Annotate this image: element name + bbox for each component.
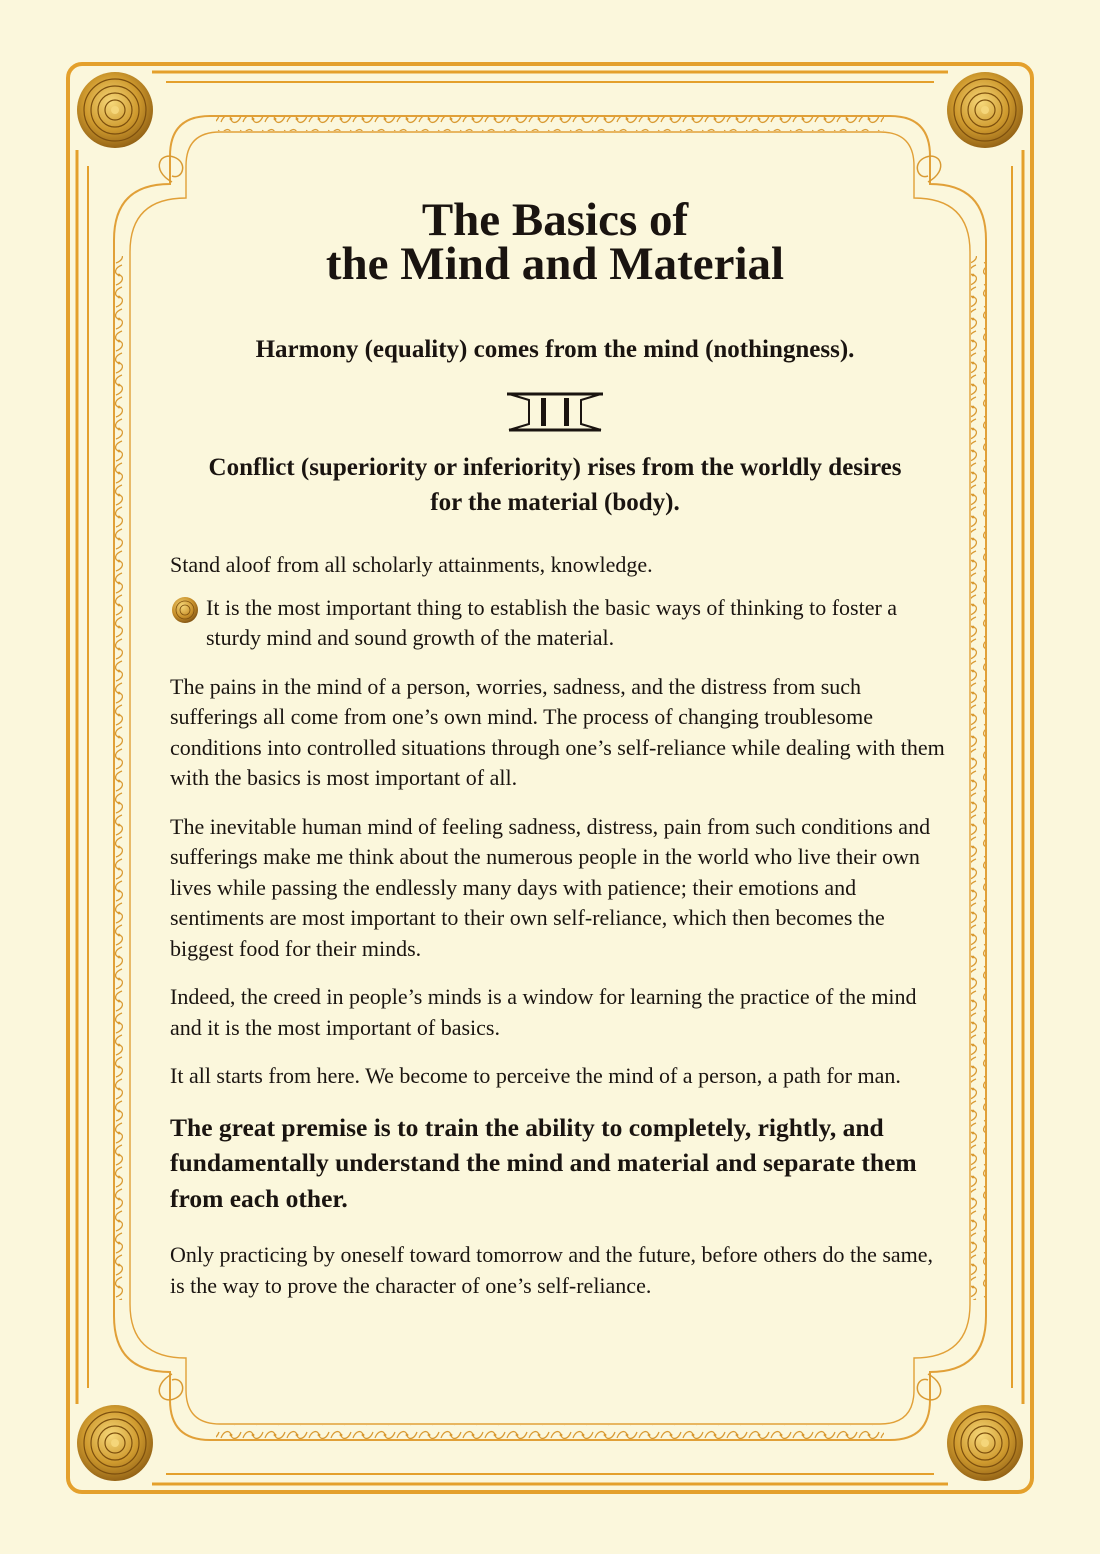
conflict-statement	[150, 450, 960, 520]
corner-medallion-bottom-left	[77, 1405, 153, 1481]
paragraph-creed: Indeed, the creed in people’s minds is a window for learning the practice of the mind and it is the most important of basics.	[170, 984, 917, 1040]
corner-medallion-top-left	[77, 72, 153, 148]
paragraph-inevitable: The inevitable human mind of feeling sadness, distress, pain from such conditions and sufferings make me think about the numerous people in the world who live their own lives while passing the endlessly many days with patience; their emotions and sentiments are most important to their own self-reliance, which then becomes the biggest food for their minds.	[170, 813, 931, 961]
conflict-line-2: for the material (body).	[430, 489, 680, 516]
conflict-line-1: Conflict (superiority or inferiority) rises from the worldly desires	[208, 454, 902, 481]
bullet-text: It is the most important thing to establish the basic ways of thinking to foster a sturdy mind and sound growth of the material.	[206, 594, 898, 650]
harmony-statement: Harmony (equality) comes from the mind (nothingness).	[255, 336, 855, 363]
premise-statement: The great premise is to train the ability to completely, rightly, and fundamentally understand the mind and material and separate them from each other.	[170, 1112, 917, 1213]
paragraph-only: Only practicing by oneself toward tomorrow and the future, before others do the same, is the way to prove the character of one’s self-reliance.	[170, 1242, 934, 1298]
bullet-item	[170, 593, 950, 654]
corner-medallion-bottom-right	[947, 1405, 1023, 1481]
title-line-2: the Mind and Material	[325, 238, 785, 290]
corner-medallion-top-right	[947, 72, 1023, 148]
paragraph-starts: It all starts from here. We become to perceive the mind of a person, a path for man.	[170, 1063, 901, 1088]
gold-coin-bullet-icon	[171, 596, 199, 624]
paragraph-pains: The pains in the mind of a person, worries, sadness, and the distress from such sufferings all come from one’s own mind. The process of changing troublesome conditions into controlled situations through one’s self-reliance while dealing with them with the basics is most important of all.	[170, 673, 945, 790]
title-line-1: The Basics of	[421, 194, 689, 246]
paragraph-aloof: Stand aloof from all scholarly attainments, knowledge.	[170, 552, 653, 577]
page-title	[0, 194, 1100, 290]
opposition-symbol-icon	[505, 390, 605, 434]
body-text	[170, 550, 950, 1301]
